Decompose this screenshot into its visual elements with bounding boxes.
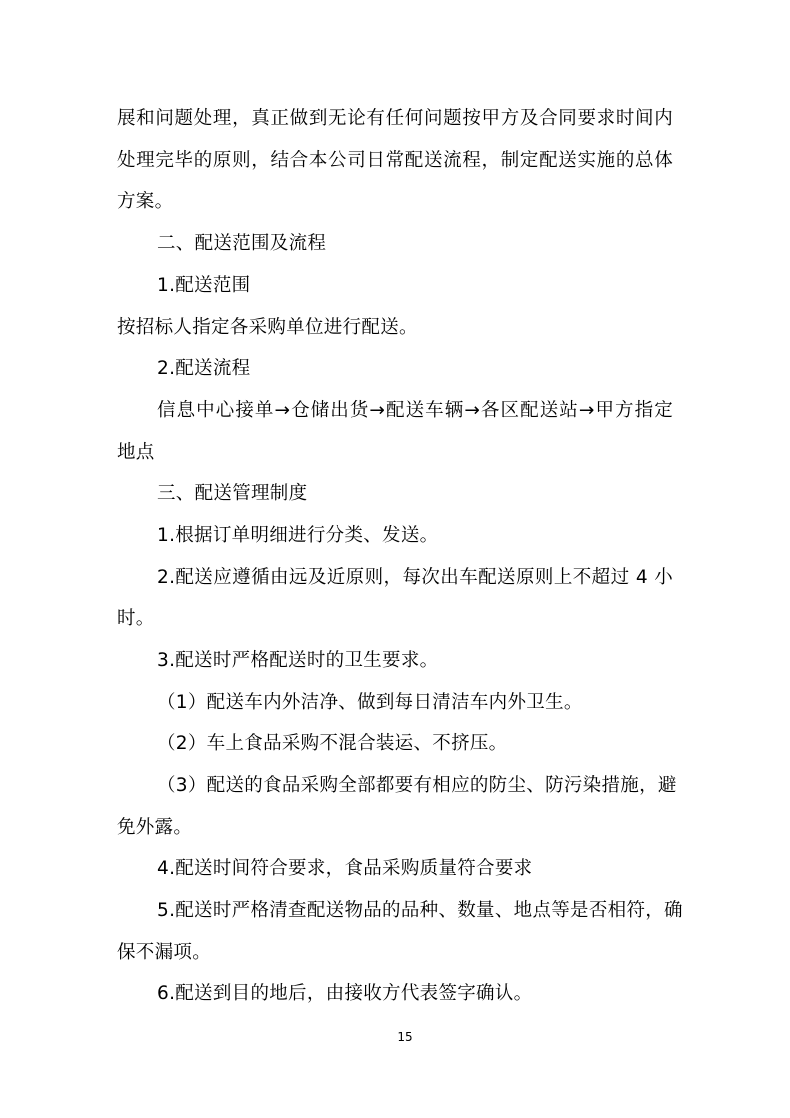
paragraph-line: 时。 [117,608,155,629]
list-item: （1）配送车内外洁净、做到每日清洁车内外卫生。 [157,692,583,713]
paragraph-line: 信息中心接单→仓储出货→配送车辆→各区配送站→甲方指定 [157,400,673,421]
subheading: 2.配送流程 [157,358,251,379]
list-item: （2）车上食品采购不混合装运、不挤压。 [157,733,508,754]
paragraph-line: 保不漏项。 [117,942,212,963]
paragraph-line: 2.配送应遵循由远及近原则，每次出车配送原则上不超过 4 小 [157,567,673,588]
list-item: （3）配送的食品采购全部都要有相应的防尘、防污染措施，避 [157,775,677,796]
paragraph-line: 6.配送到目的地后，由接收方代表签字确认。 [157,983,533,1004]
paragraph-line: 展和问题处理，真正做到无论有任何问题按甲方及合同要求时间内 [117,108,673,129]
paragraph-line: 按招标人指定各采购单位进行配送。 [117,317,418,338]
subheading: 1.配送范围 [157,275,251,296]
paragraph-line: 免外露。 [117,817,193,838]
section-heading: 二、配送范围及流程 [157,233,327,254]
paragraph-line: 处理完毕的原则，结合本公司日常配送流程，制定配送实施的总体 [117,150,673,171]
paragraph-line: 3.配送时严格配送时的卫生要求。 [157,650,439,671]
paragraph-line: 1.根据订单明细进行分类、发送。 [157,525,439,546]
paragraph-line: 地点 [117,442,155,463]
paragraph-line: 4.配送时间符合要求，食品采购质量符合要求 [157,858,533,879]
page-number: 15 [397,1030,413,1044]
paragraph-line: 5.配送时严格清查配送物品的品种、数量、地点等是否相符，确 [157,900,683,921]
paragraph-line: 方案。 [117,191,174,212]
section-heading: 三、配送管理制度 [157,483,308,504]
